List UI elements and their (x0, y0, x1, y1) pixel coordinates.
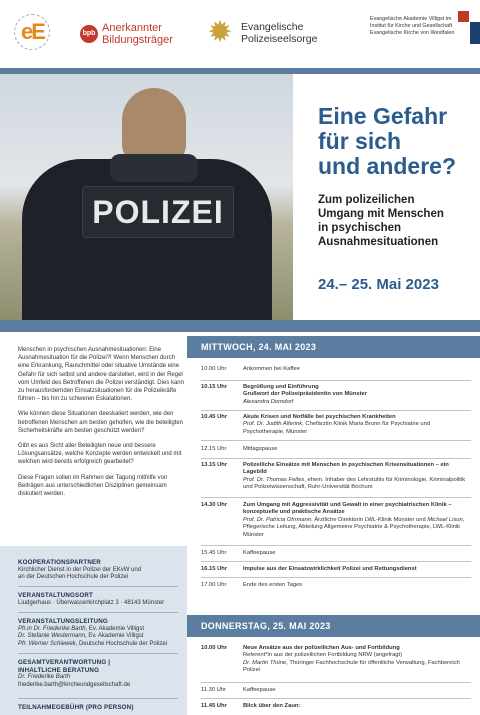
program-item: 10.15 Uhr Begrüßung und Einführung Grußwort der Polizeipräsidentin von Münster Alexandra Dorndorf (201, 384, 368, 405)
akademie-logo-red-square (458, 11, 469, 22)
info-divider (18, 653, 178, 654)
bpb-logo-mark: bpb (80, 25, 98, 43)
program-item: 11.30 Uhr Kaffeepause (201, 687, 276, 693)
program-separator (201, 682, 471, 683)
program-separator (201, 497, 471, 498)
program-item: 11.45 Uhr Blick über den Zaun: (201, 703, 301, 709)
kooperation-section: KOOPERATIONSPARTNER Kirchlicher Dienst in der Polizei der EKvW und an der Deutschen Hochschule der Polizei (18, 559, 142, 581)
akademie-logo-blue-bar (470, 22, 480, 44)
gebuehr-section: TEILNAHMEGEBÜHR (PRO PERSON) (18, 704, 134, 711)
info-divider (18, 698, 178, 699)
page-title: Eine Gefahr für sich und andere? (318, 103, 457, 179)
intro-paragraph: Diese Fragen sollen im Rahmen der Tagung mithilfe von Beiträgen aus unterschiedlichen Disziplinen gemeinsam diskutiert werden. (18, 474, 168, 498)
program-item: 16.15 Uhr Impulse aus der Einsatzwirklichkeit Polizei und Rettungsdienst (201, 566, 417, 572)
program-item: 15.45 Uhr Kaffeepause (201, 550, 276, 556)
program-separator (201, 561, 471, 562)
police-officer-photo (0, 74, 293, 320)
polizei-patch: POLIZEI (82, 186, 234, 238)
program-separator (201, 410, 471, 411)
gesamt-section: GESAMTVERANTWORTUNG | INHALTLICHE BERATUNG Dr. Friederike Barth friederike.barth@kircheundgesellschaft.de (18, 659, 183, 689)
program-item: 10.00 Uhr Ankommen bei Kaffee (201, 366, 300, 372)
polizeiseelsorge-logo-text: Evangelische Polizeiseelsorge (241, 21, 318, 45)
page-subtitle: Zum polizeilichen Umgang mit Menschen in psychischen Ausnahmesituationen (318, 194, 444, 248)
contact-email[interactable]: friederike.barth@kircheundgesellschaft.de (18, 681, 131, 688)
event-date: 24.– 25. Mai 2023 (318, 276, 439, 293)
program-item: 10.00 Uhr Neue Ansätze aus der polizeilichen Aus- und Fortbildung Referent*in aus der polizeilichen Fortbildung NRW (angefragt) Dr. Martin Thüne, Thüringer Fachhochschule für öffentliche Verwaltung, Fachbereich Polizei (201, 645, 460, 674)
program-item: 13.15 Uhr Polizeiliche Einsätze mit Menschen in psychischen Krisensituationen – ein Lagebild Prof. Dr. Thomas Feltes, ehem. Inhaber des Lehrstuhls für Kriminologie, Kriminalpolitik und Polizeiwissenschaft, Ruhr-Universität Bochum (201, 462, 466, 491)
program-item: 12.15 Uhr Mittagspause (201, 446, 278, 452)
polizeiseelsorge-logo (205, 18, 317, 48)
info-box (0, 546, 187, 715)
ee-logo-text: eE (21, 19, 44, 44)
akademie-logo-text: Evangelische Akademie Villigst im Institut für Kirche und Gesellschaft Evangelische Kirche von Westfalen (370, 16, 455, 36)
program-separator (201, 545, 471, 546)
info-divider (18, 612, 178, 613)
program-separator (201, 380, 471, 381)
intro-paragraph: Gibt es aus Sicht aller Beteiligten neue und bessere Lösungsansätze, welche Konzepte werden entwickelt und mit welchen wird bereits erfolgreich gearbeitet? (18, 443, 182, 466)
officer-collar (110, 154, 198, 182)
bpb-logo (80, 22, 173, 46)
day2-header: DONNERSTAG, 25. MAI 2023 (187, 615, 480, 637)
day1-header: MITTWOCH, 24. MAI 2023 (187, 336, 480, 358)
officer-jacket (22, 159, 272, 320)
program-separator (201, 440, 471, 441)
program-separator (201, 577, 471, 578)
program-separator (201, 458, 471, 459)
info-divider (18, 586, 178, 587)
program-item: 17.00 Uhr Ende des ersten Tages (201, 582, 303, 588)
intro-paragraph: Menschen in psychischen Ausnahmesituationen: Eine Ausnahmesituation für die Polizei?! Wenn Menschen durch eine Erkrankung, Rauschmittel oder situative Umstände eine Gefahr für sich selbst und andere darstellen, wird in der Regel vom Umfeld des Betroffenen die Polizei verständigt. Dies kann zu herausfordernden Einsatzsituationen für die Polizeikräfte führen – bis hin zu schweren Eskalationen. (18, 347, 184, 403)
ort-section: VERANSTALTUNGSORT Liudgerhaus · Überwasserkirchplatz 3 · 48143 Münster (18, 592, 165, 606)
bpb-logo-text: Anerkannter Bildungsträger (102, 22, 173, 46)
program-item: 10.45 Uhr Akute Krisen und Notfälle bei psychischen Krankheiten Prof. Dr. Judith Alferink, Chefärztin Klinik Maria Brunn für Psychiatrie und Psychotherapie, Münster (201, 414, 431, 435)
star-cross-icon: ✹ (207, 16, 233, 49)
intro-paragraph: Wie können diese Situationen deeskaliert werden, wie den betroffenen Menschen am besten geholfen, wie die beteiligten Sicherheitskräfte am besten geschützt werden? (18, 411, 184, 434)
section-divider (0, 320, 480, 332)
program-separator (201, 698, 471, 699)
ee-logo (14, 14, 56, 48)
intro-text (18, 346, 186, 505)
leitung-section: VERANSTALTUNGSLEITUNG Pfr.in Dr. Friederike Barth, Ev. Akademie Villigst Dr. Stefanie Westermann, Ev. Akademie Villigst Pfr. Werner Schiewek, Deutsche Hochschule der Polizei (18, 618, 168, 647)
program-item: 14.30 Uhr Zum Umgang mit Aggressivität und Gewalt in einer psychiatrischen Klinik – konzeptuelle und praktische Ansätze Prof. Dr. Patricia Ohrmann, Ärztliche Direktorin LWL-Klinik Münster und Michael Lison, Pflegerische Leitung, Abteilung Allgemeine Psychiatrie & Psychotherapie, LWL-Klinik Münster (201, 502, 465, 538)
